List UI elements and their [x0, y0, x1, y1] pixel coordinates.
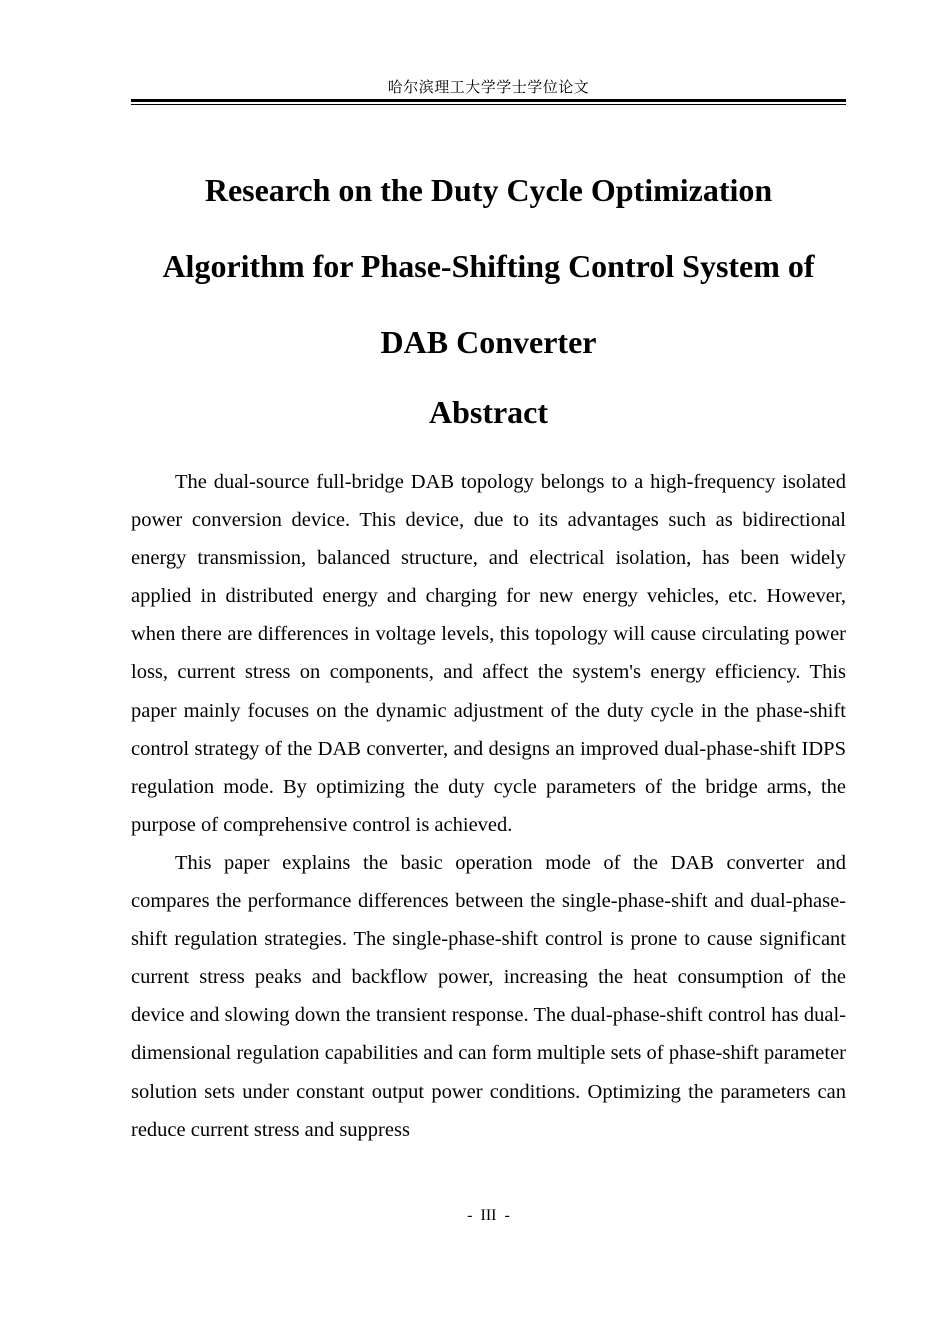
- abstract-paragraph-2: This paper explains the basic operation mode of the DAB converter and compares the performance differences between the single-phase-shift and dual-phase-shift regulation strategies. The single-phase-shift control is prone to cause significant current stress peaks and backflow power, increasing the heat consumption of the device and slowing down the transient response. The dual-phase-shift control has dual-dimensional regulation capabilities and can form multiple sets of phase-shift parameter solution sets under constant output power conditions. Optimizing the parameters can reduce current stress and suppress: [131, 851, 846, 1141]
- page-number: - III -: [467, 1207, 510, 1224]
- abstract-paragraph-1: The dual-source full-bridge DAB topology belongs to a high-frequency isolated power conversion device. This device, due to its advantages such as bidirectional energy transmission, balanced structure, and electrical isolation, has been widely applied in distributed energy and charging for new energy vehicles, etc. However, when there are differences in voltage levels, this topology will cause circulating power loss, current stress on components, and affect the system's energy efficiency. This paper mainly focuses on the dynamic adjustment of the duty cycle in the phase-shift control strategy of the DAB converter, and designs an improved dual-phase-shift IDPS regulation mode. By optimizing the duty cycle parameters of the bridge arms, the purpose of comprehensive control is achieved.: [131, 471, 846, 836]
- header-rule-thick: [131, 99, 846, 102]
- title-line-3: DAB Converter: [380, 324, 597, 360]
- abstract-body: [131, 463, 846, 1149]
- running-header: 哈尔滨理工大学学士学位论文: [387, 80, 590, 96]
- thesis-title: [131, 152, 846, 380]
- title-line-1: Research on the Duty Cycle Optimization: [204, 172, 773, 208]
- title-line-2: Algorithm for Phase-Shifting Control System of: [162, 248, 815, 284]
- abstract-heading: Abstract: [428, 394, 549, 430]
- header-rule-thin: [131, 104, 846, 105]
